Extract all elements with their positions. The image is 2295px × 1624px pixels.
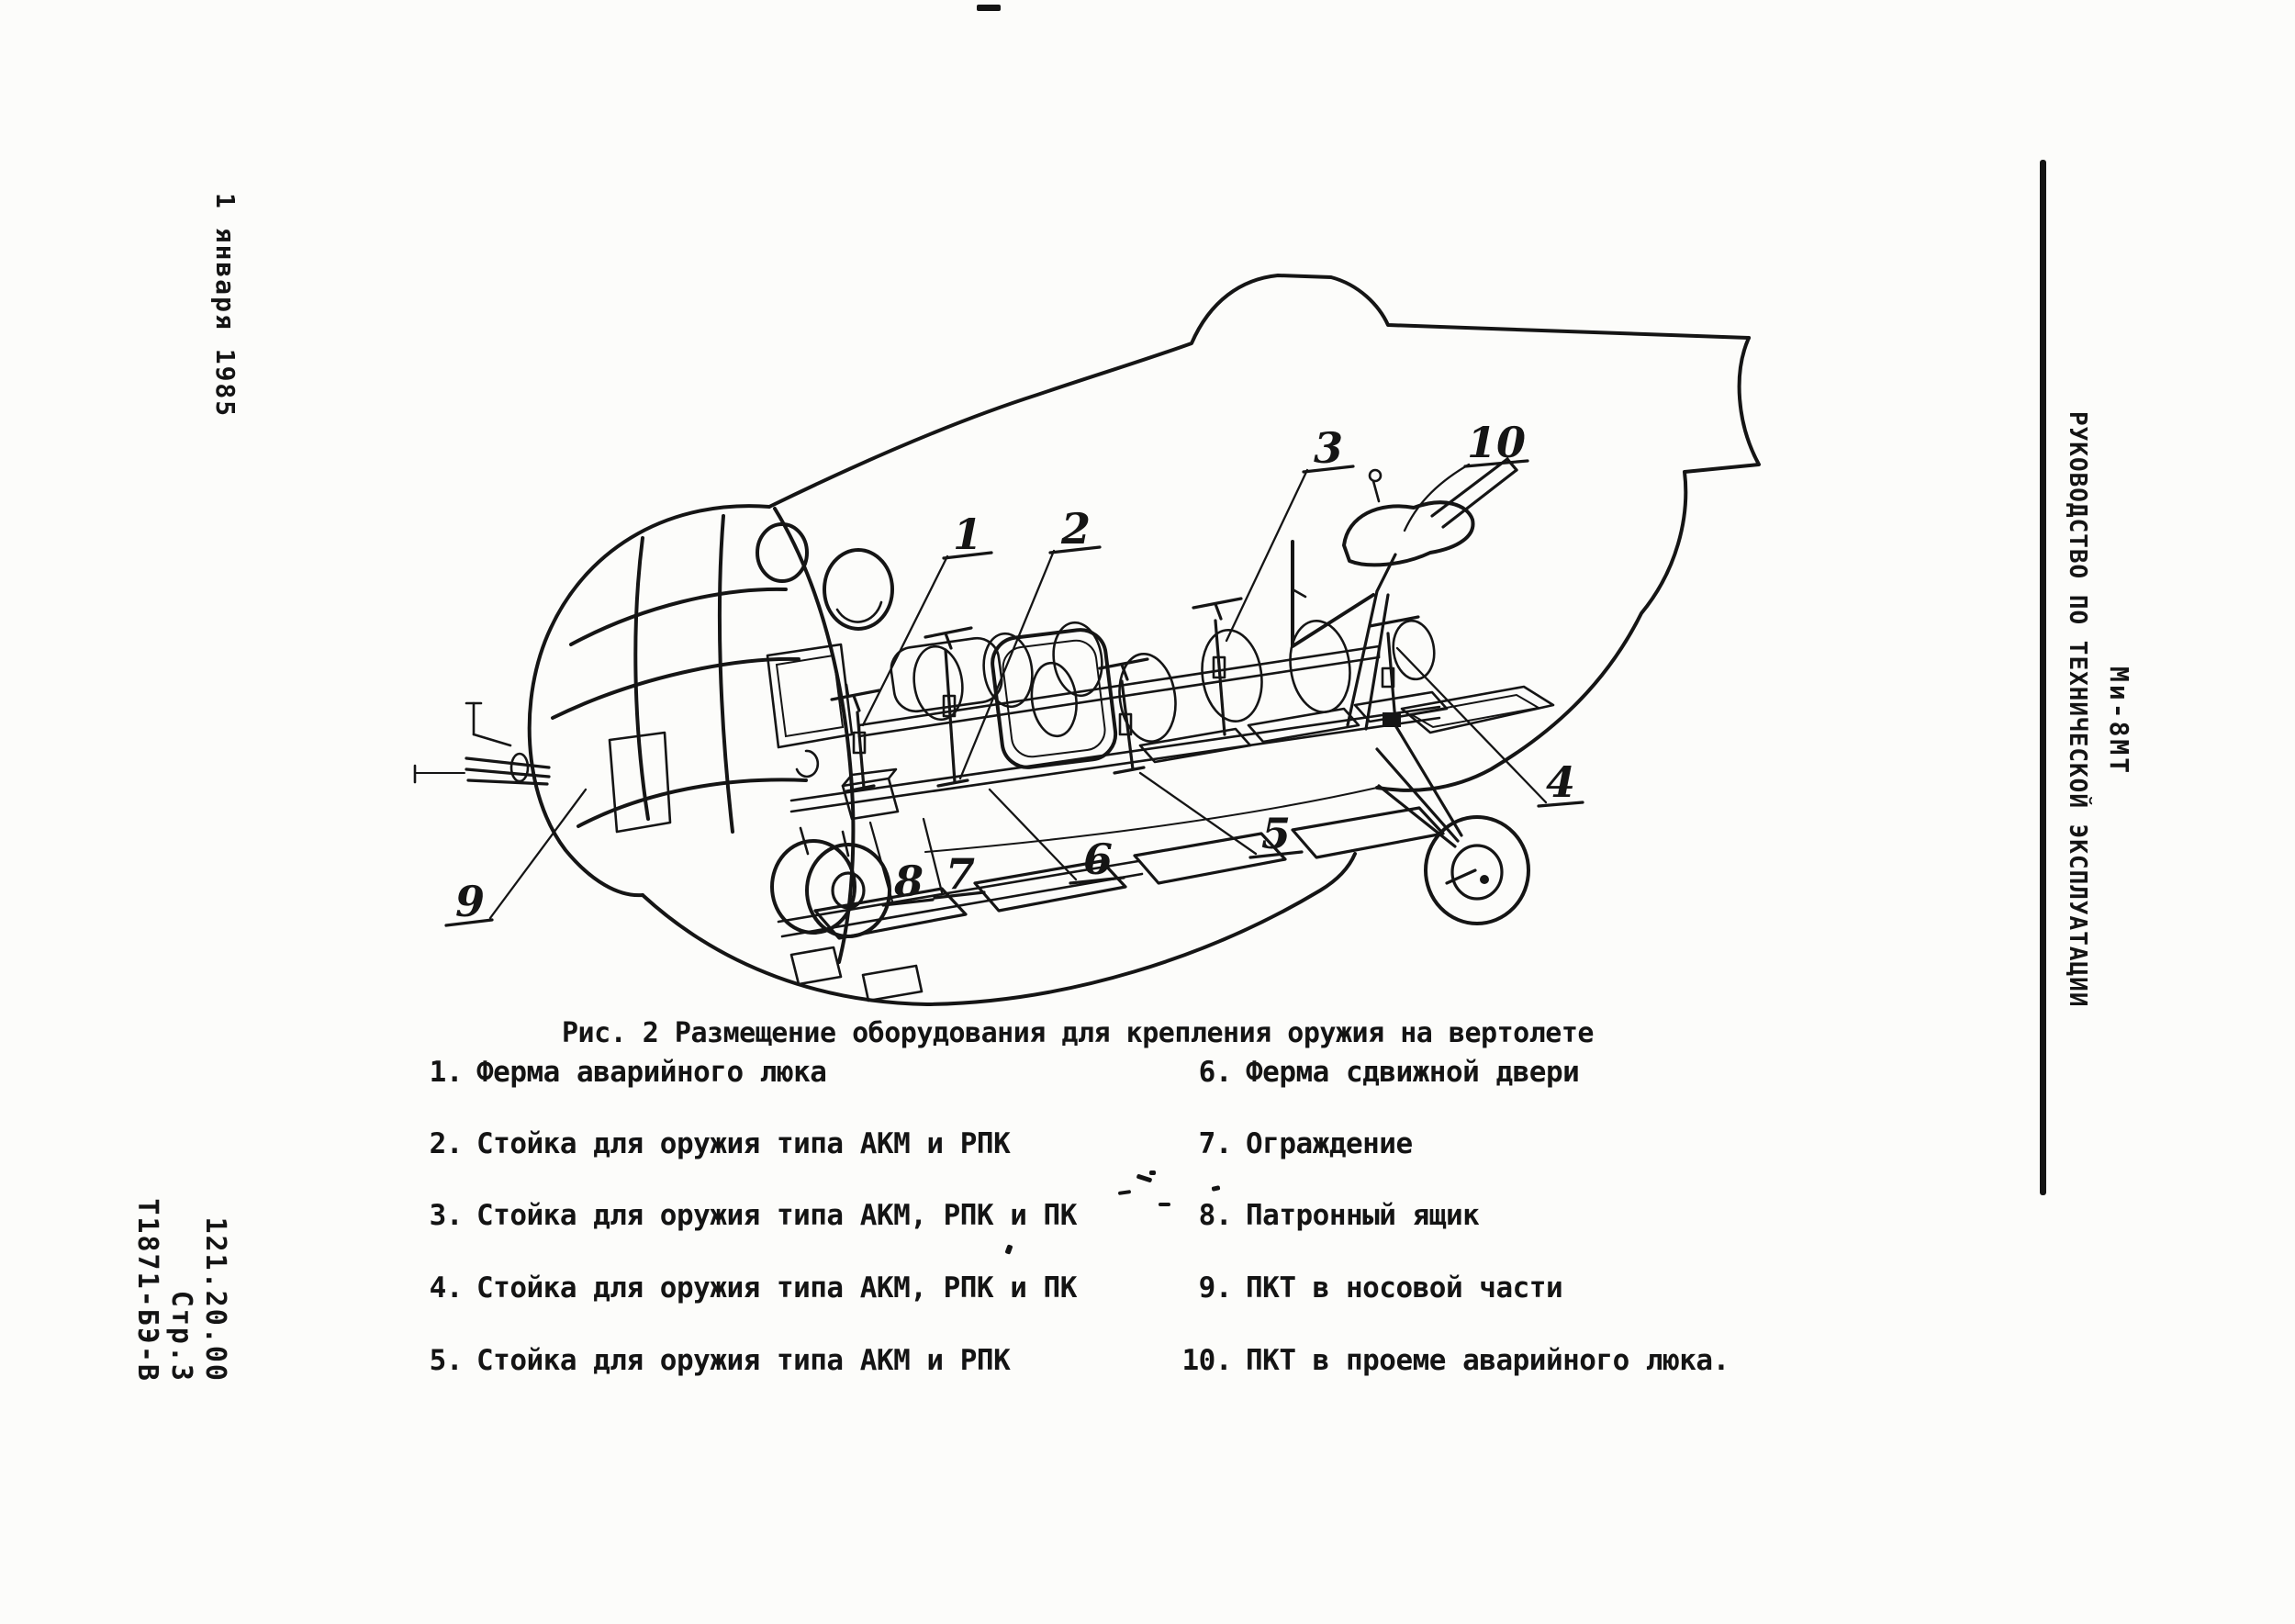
- effectivity-date: 1 января 1985: [210, 193, 241, 419]
- door-steps: [791, 947, 922, 1001]
- legend-item-6: [1175, 1056, 1579, 1094]
- legend-item-text: Патронный ящик: [1246, 1199, 1480, 1232]
- callout-label-10: 10: [1466, 418, 1527, 467]
- legend-item-text: Стойка для оружия типа АКМ, РПК и ПК: [476, 1271, 1077, 1305]
- figure-caption: Рис. 2 Размещение оборудования для крепления оружия на вертолете: [562, 1017, 1594, 1049]
- engine-cowl-windows: [757, 524, 892, 629]
- legend-item-number: 7.: [1198, 1127, 1232, 1160]
- legend-item-text: Ферма аварийного люка: [476, 1056, 827, 1089]
- legend-item-7: [1175, 1127, 1413, 1166]
- legend-item-4: [420, 1271, 1077, 1310]
- legend-item-text: Ферма сдвижной двери: [1246, 1056, 1580, 1089]
- legend-item-5: [420, 1344, 1010, 1383]
- legend-item-number: 1.: [429, 1056, 463, 1089]
- weapon-stand-4: [1193, 599, 1241, 734]
- legend-item-number: 10.: [1181, 1344, 1232, 1377]
- scan-artifact-smudge: [1118, 1190, 1131, 1195]
- hatch-machine-gun: [1293, 459, 1517, 729]
- legend-item-number: 2.: [429, 1127, 463, 1160]
- helicopter-fuselage: [530, 275, 1759, 1004]
- callout-label-9: 9: [454, 877, 486, 926]
- callout-label-2: 2: [1060, 504, 1092, 554]
- scan-artifact-mark: [1004, 1244, 1013, 1254]
- scan-artifact-smudge: [1149, 1170, 1156, 1175]
- callout-leader-lines: [490, 465, 1546, 918]
- legend-item-text: Стойка для оружия типа АКМ, РПК и ПК: [476, 1199, 1077, 1232]
- legend-item-2: [420, 1127, 1010, 1166]
- callout-label-1: 1: [952, 510, 983, 559]
- document-code: Т1871-БЭ-В: [131, 1198, 163, 1383]
- legend-item-number: 9.: [1198, 1271, 1232, 1305]
- callout-label-4: 4: [1545, 757, 1576, 807]
- scan-artifact-dash: [1159, 1203, 1170, 1206]
- legend-item-3: [420, 1199, 1077, 1238]
- legend-item-8: [1175, 1199, 1479, 1238]
- document-reference-block: [130, 1179, 232, 1383]
- legend-item-9: [1175, 1271, 1562, 1310]
- legend-item-number: 4.: [429, 1271, 463, 1305]
- legend-item-text: ПКТ в носовой части: [1246, 1271, 1563, 1305]
- legend-item-number: 6.: [1198, 1056, 1232, 1089]
- chapter-number: 121.20.00: [199, 1216, 231, 1383]
- aircraft-model: Ми-8МТ: [2104, 666, 2134, 777]
- callout-label-6: 6: [1082, 834, 1114, 884]
- callout-label-7: 7: [945, 849, 976, 899]
- callout-labels: [455, 418, 1575, 926]
- legend-item-1: [420, 1056, 826, 1094]
- scan-artifact-smudge: [1136, 1173, 1153, 1182]
- legend-item-number: 3.: [429, 1199, 463, 1232]
- legend-item-text: ПКТ в проеме аварийного люка.: [1246, 1344, 1730, 1377]
- legend-item-10: [1175, 1344, 1730, 1383]
- legend-item-text: Стойка для оружия типа АКМ и РПК: [476, 1127, 1011, 1160]
- legend-item-text: Ограждение: [1246, 1127, 1413, 1160]
- weapon-stand-1: [797, 685, 879, 791]
- right-margin-rule: [2040, 160, 2046, 1195]
- legend-item-text: Стойка для оружия типа АКМ и РПК: [476, 1344, 1011, 1377]
- manual-title: РУКОВОДСТВО ПО ТЕХНИЧЕСКОЙ ЭКСПЛУАТАЦИИ: [2064, 411, 2091, 1008]
- callout-label-5: 5: [1260, 809, 1292, 858]
- legend-item-number: 5.: [429, 1344, 463, 1377]
- scan-artifact-top-dash: [977, 5, 1001, 11]
- legend-item-number: 8.: [1198, 1199, 1232, 1232]
- page-number: Стр.3: [165, 1290, 197, 1383]
- main-landing-gear: [1377, 725, 1528, 924]
- callout-label-8: 8: [893, 857, 924, 906]
- scan-artifact-dot: [1212, 1185, 1221, 1192]
- callout-label-3: 3: [1313, 423, 1344, 473]
- figure-2-diagram: [395, 248, 1790, 1037]
